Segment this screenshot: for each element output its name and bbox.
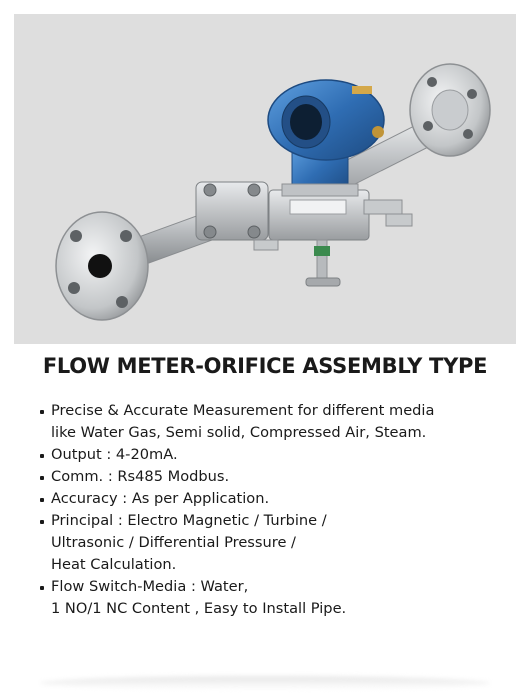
transmitter-head <box>268 80 384 160</box>
right-flange <box>410 64 490 156</box>
spec-item-flow-switch: Flow Switch-Media : Water, 1 NO/1 NC Content , Easy to Install Pipe. <box>38 576 508 620</box>
orifice-flow-meter-image <box>14 14 516 344</box>
valve-manifold <box>254 190 412 286</box>
product-image <box>14 14 516 344</box>
orifice-block <box>196 182 268 240</box>
spec-item-output: Output : 4-20mA. <box>38 444 508 466</box>
spec-item-principal: Principal : Electro Magnetic / Turbine / Ultrasonic / Differential Pressure / Heat Calculation. <box>38 510 508 576</box>
spec-item-communication: Comm. : Rs485 Modbus. <box>38 466 508 488</box>
spec-list <box>38 400 508 620</box>
spec-item-accuracy: Accuracy : As per Application. <box>38 488 508 510</box>
product-title: FLOW METER-ORIFICE ASSEMBLY TYPE <box>42 354 488 378</box>
left-flange <box>56 212 148 320</box>
card-shadow <box>40 676 490 690</box>
spec-item-measurement: Precise & Accurate Measurement for different media like Water Gas, Semi solid, Compressed Air, Steam. <box>38 400 508 444</box>
